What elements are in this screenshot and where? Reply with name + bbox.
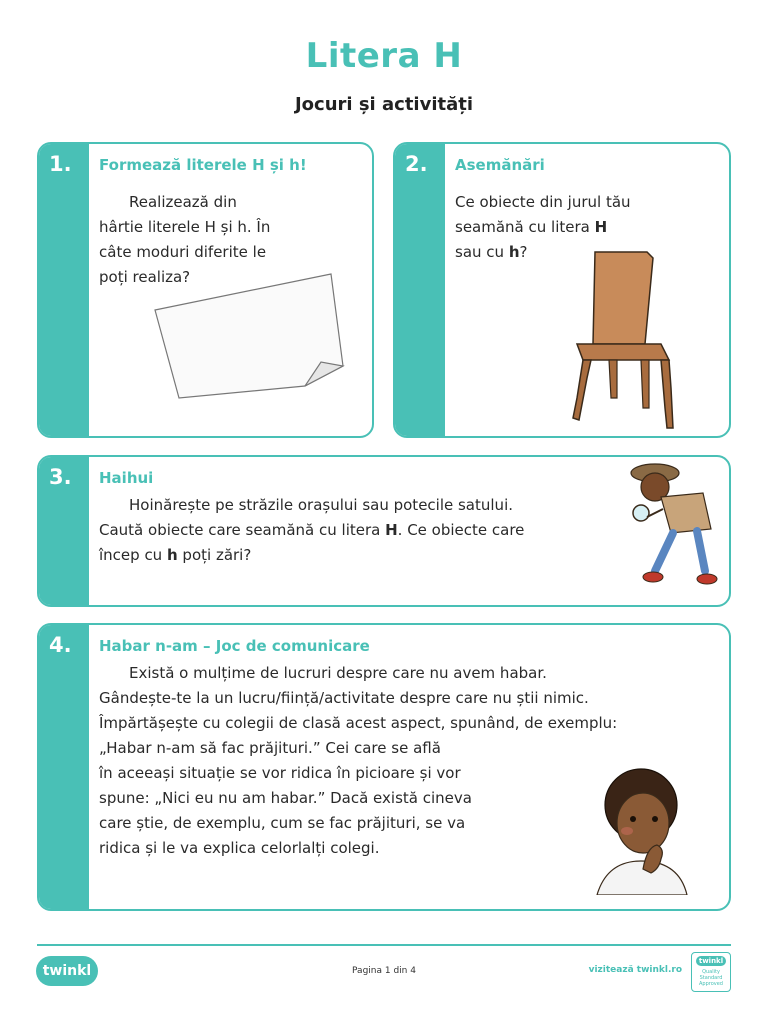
text-line: poți realiza? xyxy=(99,268,191,286)
bold-letter: h xyxy=(166,546,178,564)
card-number-band xyxy=(39,625,89,909)
text-line: Există o mulțime de lucruri despre care nu avem habar. xyxy=(129,664,547,682)
card-number: 2. xyxy=(405,152,428,176)
card-body xyxy=(99,661,617,861)
badge-logo: twinkl xyxy=(696,956,726,966)
text-line: câte moduri diferite le xyxy=(99,243,267,261)
activity-card-4 xyxy=(37,623,731,911)
bold-letter: H xyxy=(385,521,398,539)
text-line: „Habar n-am să fac prăjituri.” Cei care se află xyxy=(99,739,441,757)
chair-illustration xyxy=(565,248,685,434)
text-segment: ? xyxy=(519,243,528,261)
page-number: Pagina 1 din 4 xyxy=(352,966,416,976)
page-title: Litera H xyxy=(305,36,463,76)
text-line xyxy=(455,215,631,240)
activity-card-3 xyxy=(37,455,731,607)
text-segment: seamănă cu litera xyxy=(455,218,595,236)
text-line: spune: „Nici eu nu am habar.” Dacă există cineva xyxy=(99,789,472,807)
text-line: Ce obiecte din jurul tău xyxy=(455,193,631,211)
card-number: 3. xyxy=(49,465,72,489)
twinkl-logo[interactable]: twinkl xyxy=(36,956,98,986)
badge-text: Quality Standard Approved xyxy=(699,969,723,987)
text-line: Împărtășește cu colegii de clasă acest aspect, spunând, de exemplu: xyxy=(99,714,618,732)
paper-sheet-illustration xyxy=(149,270,349,402)
card-heading: Asemănări xyxy=(455,156,545,174)
text-line: ridica și le va explica celorlalți colegi. xyxy=(99,839,380,857)
text-segment: . Ce obiecte care xyxy=(397,521,525,539)
text-line: Hoinărește pe străzile orașului sau potecile satului. xyxy=(129,496,514,514)
card-heading: Haihui xyxy=(99,469,154,487)
text-segment: poți zări? xyxy=(177,546,252,564)
thinking-child-illustration xyxy=(587,765,697,895)
quality-badge xyxy=(691,952,731,992)
page-subtitle: Jocuri și activități xyxy=(294,94,474,115)
bold-letter: h xyxy=(508,243,520,261)
text-line xyxy=(99,518,524,543)
card-number-band xyxy=(395,144,445,436)
text-line xyxy=(99,543,524,568)
visit-link[interactable]: vizitează twinkl.ro xyxy=(588,965,682,975)
activity-card-1 xyxy=(37,142,374,438)
activity-card-2 xyxy=(393,142,731,438)
footer-divider xyxy=(37,944,731,946)
text-line: Realizează din xyxy=(129,193,237,211)
text-line: Gândește-te la un lucru/ființă/activitate despre care nu știi nimic. xyxy=(99,689,589,707)
card-body xyxy=(99,493,524,568)
text-segment: încep cu xyxy=(99,546,167,564)
card-heading: Habar n-am – Joc de comunicare xyxy=(99,637,370,655)
detective-child-illustration xyxy=(611,459,723,593)
card-number: 1. xyxy=(49,152,72,176)
card-number-band xyxy=(39,144,89,436)
bold-letter: H xyxy=(594,218,608,236)
card-number: 4. xyxy=(49,633,72,657)
text-line: în aceeași situație se vor ridica în picioare și vor xyxy=(99,764,461,782)
card-heading: Formează literele H și h! xyxy=(99,156,307,174)
text-line: hârtie literele H și h. În xyxy=(99,218,271,236)
text-line: care știe, de exemplu, cum se fac prăjituri, se va xyxy=(99,814,466,832)
text-segment: Caută obiecte care seamănă cu litera xyxy=(99,521,386,539)
text-segment: sau cu xyxy=(455,243,509,261)
